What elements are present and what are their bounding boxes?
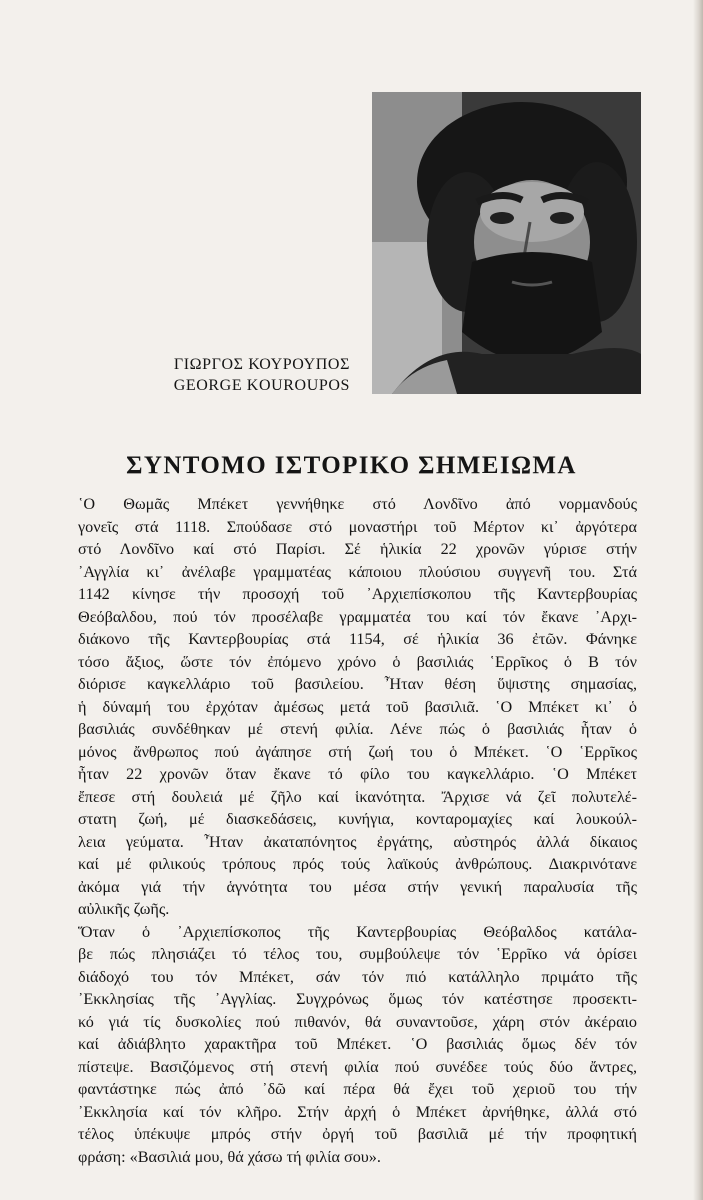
text-line: κό γιά τίς δυσκολίες πού πιθανόν, θά συναντοῦσε, χάρη στόν ἀκέραιο bbox=[78, 1012, 637, 1031]
text-line: Ὅταν ὁ ᾿Αρχιεπίσκοπος τῆς Καντερβουρίας Θεόβαλδος κατάλα- bbox=[78, 922, 637, 941]
text-line: καί ἀδιάβλητο χαρακτῆρα τοῦ Μπέκετ. ῾Ο βασιλιάς ὅμως δέν τόν bbox=[78, 1035, 637, 1053]
text-line: φράση: «Βασιλιά μου, θά χάσω τή φιλία σου». bbox=[78, 1147, 381, 1166]
text-line: βε πώς πλησιάζει τό τέλος του, συμβούλεψε τόν ῾Ερρῖκο νά ὁρίσει bbox=[78, 945, 637, 963]
text-line: 1142 κίνησε τήν προσοχή τοῦ ᾿Αρχιεπίσκοπου τῆς Καντερβουρίας bbox=[78, 585, 637, 603]
text-line: ῾Ο Θωμᾶς Μπέκετ γεννήθηκε στό Λονδῖνο ἀπό νορμανδούς bbox=[78, 495, 637, 513]
text-line: Θεόβαλδου, πού τόν προσέλαβε γραμματέα του καί τόν ἔκανε ᾿Αρχι- bbox=[78, 607, 637, 626]
body-text bbox=[78, 493, 637, 1168]
document-title: ΣΥΝΤΟΜΟ ΙΣΤΟΡΙΚΟ ΣΗΜΕΙΩΜΑ bbox=[126, 452, 577, 479]
text-line: καί μέ φιλικούς τρόπους πρός τούς λαϊκούς ἀνθρώπους. Διακρινότανε bbox=[78, 855, 637, 873]
text-line: ἦταν 22 χρονῶν ὅταν ἔκανε τό φίλο του καγκελλάριο. ῾Ο Μπέκετ bbox=[78, 765, 637, 783]
text-line: γονεῖς στά 1118. Σπούδασε στό μοναστήρι τοῦ Μέρτον κι᾿ ἀργότερα bbox=[78, 517, 637, 536]
text-line: ἔπεσε στή δουλειά μέ ζῆλο καί ἱκανότητα. Ἄρχισε νά ζεῖ πολυτελέ- bbox=[78, 787, 637, 806]
text-line: ᾿Εκκλησία καί τόν κλῆρο. Στήν ἀρχή ὁ Μπέκετ ἀρνήθηκε, ἀλλά στό bbox=[78, 1102, 637, 1121]
portrait-image bbox=[372, 92, 641, 394]
paragraph-1 bbox=[78, 493, 637, 921]
text-line: ᾿Εκκλησίας τῆς ᾿Αγγλίας. Συγχρόνως ὅμως τόν κατέστησε προσεκτι- bbox=[78, 990, 637, 1008]
text-line: στατη ζωή, μέ διασκεδάσεις, κυνήγια, κονταρομαχίες καί λουκούλ- bbox=[78, 810, 637, 828]
text-line: τέλος ὑπέκυψε μπρός στήν ὀργή τοῦ βασιλιᾶ μέ τήν προφητική bbox=[78, 1125, 637, 1143]
text-line: πίστεψε. Βασιζόμενος στή στενή φιλία πού συνέδεε τούς δύο ἄντρες, bbox=[78, 1057, 637, 1076]
text-line: τόσο ἄξιος, ὥστε τόν ἐπόμενο χρόνο ὁ βασιλιάς ῾Ερρῖκος ὁ Β τόν bbox=[78, 652, 637, 671]
text-line: αὐλικῆς ζωῆς. bbox=[78, 900, 170, 918]
text-line: διάκονο τῆς Καντερβουρίας στά 1154, σέ ἡλικία 36 ἐτῶν. Φάνηκε bbox=[78, 630, 637, 648]
text-line: διόρισε καγκελλάριο τοῦ βασιλείου. Ἦταν θέση ὕψιστης σημασίας, bbox=[78, 675, 637, 693]
paragraph-2 bbox=[78, 921, 637, 1169]
text-line: ἀκόμα γιά τήν ἁγνότητα του μέσα στήν γενική παραλυσία τῆς bbox=[78, 877, 637, 896]
text-line: ἡ δύναμή του ἐρχόταν ἀμέσως μετά τοῦ βασιλιᾶ. ῾Ο Μπέκετ κι᾿ ὁ bbox=[78, 697, 637, 716]
caption-name-greek: ΓΙΩΡΓΟΣ ΚΟΥΡΟΥΠΟΣ bbox=[173, 356, 350, 373]
photo-caption bbox=[140, 354, 350, 396]
text-line: φαντάστηκε πώς ἀπό ᾿δῶ καί πέρα θά ἔχει τοῦ χεριοῦ του τήν bbox=[78, 1080, 637, 1098]
text-line: διάδοχό του τόν Μπέκετ, σάν τόν πιό κατάλληλο πριμάτο τῆς bbox=[78, 967, 637, 986]
text-line: λεια γεύματα. Ἦταν ἀκαταπόνητος ἐργάτης, αὐστηρός ἀλλά δίκαιος bbox=[78, 832, 637, 851]
text-line: μόνος ἄνθρωπος πού ἀγάπησε στή ζωή του ὁ Μπέκετ. ῾Ο ῾Ερρῖκος bbox=[78, 742, 637, 761]
text-line: ᾿Αγγλία κι᾿ ἀνέλαβε γραμματέας κάποιου πλούσιου συγγενῆ του. Στά bbox=[78, 562, 637, 581]
page-edge bbox=[693, 0, 703, 1200]
text-line: βασιλιάς συνδέθηκαν μέ στενή φιλία. Λένε πώς ὁ βασιλιάς ἦταν ὁ bbox=[78, 720, 637, 738]
caption-name-latin: GEORGE KOUROUPOS bbox=[173, 377, 350, 394]
portrait-photo bbox=[372, 92, 641, 394]
text-line: στό Λονδῖνο καί στό Παρίσι. Σέ ἡλικία 22 χρονῶν γύρισε στήν bbox=[78, 540, 637, 558]
